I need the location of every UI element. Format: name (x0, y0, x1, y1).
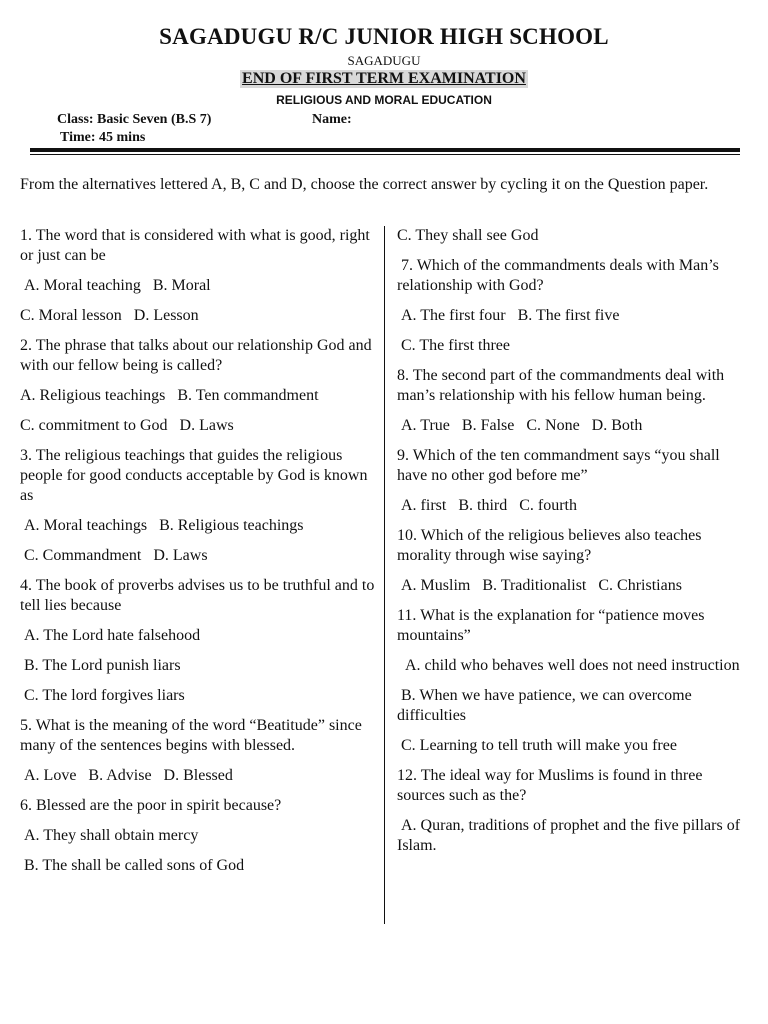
question-text: 4. The book of proverbs advises us to be truthful and to tell lies because (20, 577, 379, 614)
answer-options: A. The first four B. The first five (397, 307, 620, 324)
answer-options: A. child who behaves well does not need instruction (397, 657, 740, 674)
answer-options: C. The first three (397, 337, 511, 354)
question-text: 7. Which of the commandments deals with Man’s relationship with God? (397, 257, 723, 294)
question-text: 8. The second part of the commandments deal with man’s relationship with his fellow human being. (397, 367, 729, 404)
answer-options: C. Moral lesson D. Lesson (20, 307, 199, 324)
answer-options: B. When we have patience, we can overcome difficulties (397, 687, 696, 724)
header-rule-thin (30, 154, 740, 155)
answer-options: A. Quran, traditions of prophet and the five pillars of Islam. (397, 817, 745, 854)
question-text: 9. Which of the ten commandment says “you shall have no other god before me” (397, 447, 724, 484)
instructions: From the alternatives lettered A, B, C and D, choose the correct answer by cycling it on the Question paper. (20, 176, 709, 193)
answer-options: A. Moral teachings B. Religious teachings (20, 517, 304, 534)
left-column (20, 226, 379, 886)
answer-options: B. The Lord punish liars (20, 657, 181, 674)
time-label: Time: 45 mins (60, 130, 146, 145)
question-text: 10. Which of the religious believes also teaches morality through wise saying? (397, 527, 706, 564)
question-text: 5. What is the meaning of the word “Beatitude” since many of the sentences begins with blessed. (20, 717, 366, 754)
question-text: 12. The ideal way for Muslims is found in three sources such as the? (397, 767, 707, 804)
answer-options: A. True B. False C. None D. Both (397, 417, 643, 434)
answer-options: C. Commandment D. Laws (20, 547, 208, 564)
name-label: Name: (312, 112, 352, 127)
answer-options: B. The shall be called sons of God (20, 857, 245, 874)
header-rule-thick (30, 148, 740, 152)
school-town: SAGADUGU (347, 53, 421, 68)
answer-options: A. Religious teachings B. Ten commandment (20, 387, 319, 404)
exam-title-wrap (0, 70, 768, 88)
answer-options: A. Moral teaching B. Moral (20, 277, 211, 294)
right-column (397, 226, 752, 866)
question-text: 11. What is the explanation for “patience moves mountains” (397, 607, 709, 644)
exam-title: END OF FIRST TERM EXAMINATION (242, 70, 526, 87)
column-divider (384, 226, 385, 924)
class-label: Class: Basic Seven (B.S 7) (57, 112, 212, 127)
answer-options: C. commitment to God D. Laws (20, 417, 234, 434)
question-text: 2. The phrase that talks about our relationship God and with our fellow being is called? (20, 337, 376, 374)
subject-title: RELIGIOUS AND MORAL EDUCATION (276, 93, 492, 107)
answer-options: A. Love B. Advise D. Blessed (20, 767, 233, 784)
answer-options: A. They shall obtain mercy (20, 827, 199, 844)
answer-options: C. Learning to tell truth will make you free (397, 737, 677, 754)
answer-options: A. The Lord hate falsehood (20, 627, 201, 644)
answer-options: A. first B. third C. fourth (397, 497, 577, 514)
school-name: SAGADUGU R/C JUNIOR HIGH SCHOOL (159, 24, 609, 49)
answer-options: A. Muslim B. Traditionalist C. Christians (397, 577, 682, 594)
question-text: 3. The religious teachings that guides the religious people for good conducts acceptable by God is known as (20, 447, 372, 504)
answer-options: C. The lord forgives liars (20, 687, 185, 704)
question-text: 6. Blessed are the poor in spirit because? (20, 797, 282, 814)
question-text: 1. The word that is considered with what is good, right or just can be (20, 227, 374, 264)
answer-options: C. They shall see God (397, 227, 539, 244)
